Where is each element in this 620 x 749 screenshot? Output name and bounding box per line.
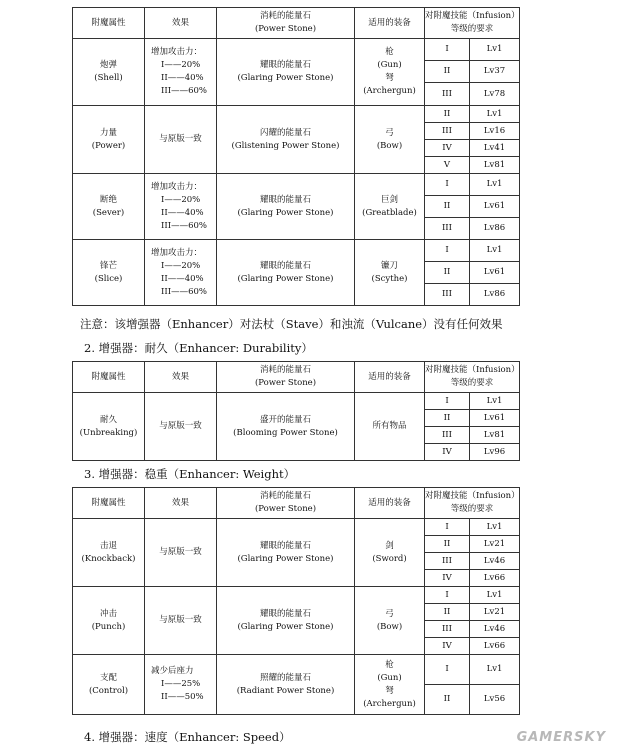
effect-line: I——20%	[161, 194, 201, 205]
level-numeral-line: II	[443, 694, 451, 704]
power-stone-cell	[217, 655, 355, 715]
level-requirement-line: Lv21	[483, 538, 506, 549]
level-requirement-cell	[470, 284, 520, 306]
level-numeral-line: I	[445, 44, 449, 54]
table-row	[73, 655, 520, 685]
level-requirement-cell	[470, 553, 520, 570]
effect-line: II——40%	[161, 273, 204, 284]
level-numeral-line: III	[441, 88, 453, 99]
header-requirement-line: 对附魔技能（Infusion）	[425, 11, 520, 21]
effect-line: 增加攻击力：	[151, 247, 203, 258]
effect-line: 减少后座力	[151, 666, 194, 676]
level-numeral-cell	[425, 604, 470, 621]
attribute-line: (Punch)	[91, 621, 126, 632]
attribute-line: 力量	[99, 127, 117, 138]
header-row	[73, 488, 520, 519]
effect-line: II——40%	[161, 207, 204, 218]
power-stone-line: (Glaring Power Stone)	[237, 553, 334, 564]
header-stone-line: (Power Stone)	[254, 24, 317, 34]
attribute-line: (Control)	[88, 685, 129, 696]
level-numeral-cell	[425, 519, 470, 536]
level-requirement-cell	[470, 444, 520, 461]
level-requirement-line: Lv61	[483, 201, 506, 211]
header-effect	[145, 8, 217, 39]
table-row	[73, 174, 520, 196]
effect-line: II——40%	[161, 73, 204, 83]
level-requirement-cell	[470, 123, 520, 140]
effect-cell	[145, 106, 217, 174]
level-numeral-cell	[425, 83, 470, 106]
effect-line: 与原版一致	[159, 547, 202, 557]
section-title-speed: 4. 增强器：速度（Enhancer: Speed）	[84, 730, 291, 744]
enhancer-durability-table	[72, 361, 520, 461]
level-requirement-cell	[470, 218, 520, 240]
note-text: 注意：该增强器（Enhancer）对法杖（Stave）和浊流（Vulcane）没有任何效果	[80, 317, 503, 331]
equipment-line: (Bow)	[376, 621, 403, 632]
header-stone	[217, 362, 355, 393]
level-requirement-line: Lv78	[483, 88, 506, 99]
level-requirement-cell	[470, 39, 520, 61]
effect-line: 与原版一致	[159, 615, 202, 625]
header-row	[73, 362, 520, 393]
level-requirement-cell	[470, 196, 520, 218]
level-numeral-cell	[425, 39, 470, 61]
equipment-cell	[355, 655, 425, 715]
level-requirement-cell	[470, 655, 520, 685]
level-requirement-cell	[470, 587, 520, 604]
header-attr-line: 附魔属性	[91, 497, 126, 508]
attribute-line: 支配	[99, 672, 117, 683]
header-stone-line: (Power Stone)	[254, 378, 317, 388]
header-stone-line: 消耗的能量石	[259, 11, 311, 21]
level-requirement-cell	[470, 621, 520, 638]
header-requirement-line: 等级的要求	[450, 504, 494, 514]
level-numeral-cell	[425, 536, 470, 553]
effect-cell	[145, 174, 217, 240]
equipment-line: 弩	[385, 73, 394, 83]
power-stone-line: 耀眼的能量石	[259, 540, 311, 551]
level-numeral-cell	[425, 240, 470, 262]
attribute-line: (Knockback)	[81, 553, 136, 564]
header-stone-line: 消耗的能量石	[259, 491, 311, 501]
header-requirement	[425, 362, 520, 393]
level-requirement-line: Lv16	[483, 125, 506, 136]
level-requirement-line: Lv1	[486, 245, 503, 255]
attribute-cell	[73, 106, 145, 174]
effect-line: 增加攻击力：	[151, 181, 203, 192]
header-stone	[217, 488, 355, 519]
attribute-line: 耐久	[99, 414, 117, 425]
table-row	[73, 393, 520, 410]
level-requirement-cell	[470, 536, 520, 553]
level-numeral-cell	[425, 410, 470, 427]
level-requirement-line: Lv81	[483, 429, 506, 440]
level-requirement-line: Lv1	[486, 44, 503, 54]
power-stone-cell	[217, 174, 355, 240]
equipment-line: (Sword)	[372, 553, 407, 564]
level-numeral-line: I	[445, 589, 449, 600]
level-numeral-line: I	[445, 664, 449, 674]
power-stone-cell	[217, 587, 355, 655]
level-requirement-line: Lv56	[483, 694, 506, 704]
effect-cell	[145, 655, 217, 715]
level-requirement-cell	[470, 174, 520, 196]
effect-line: III——60%	[161, 86, 207, 96]
equipment-cell	[355, 174, 425, 240]
power-stone-line: (Glaring Power Stone)	[237, 207, 334, 218]
equipment-line: (Archergun)	[363, 698, 416, 709]
level-numeral-line: III	[441, 223, 453, 233]
level-numeral-cell	[425, 685, 470, 715]
level-requirement-line: Lv1	[486, 589, 503, 600]
level-requirement-line: Lv66	[483, 640, 506, 651]
equipment-line: (Scythe)	[371, 273, 408, 284]
power-stone-line: 耀眼的能量石	[259, 608, 311, 619]
equipment-line: 巨剑	[380, 194, 398, 205]
power-stone-line: (Glistening Power Stone)	[231, 140, 340, 151]
header-equip	[355, 8, 425, 39]
level-numeral-line: III	[441, 623, 453, 634]
level-numeral-cell	[425, 553, 470, 570]
effect-line: 与原版一致	[159, 421, 202, 431]
level-requirement-line: Lv41	[483, 142, 506, 153]
attribute-line: 冲击	[99, 608, 117, 619]
equipment-line: (Greatblade)	[362, 207, 417, 218]
level-requirement-cell	[470, 685, 520, 715]
attribute-line: (Shell)	[94, 73, 123, 83]
effect-line: I——20%	[161, 260, 201, 271]
level-numeral-line: II	[443, 606, 451, 617]
effect-cell	[145, 587, 217, 655]
level-numeral-line: II	[443, 66, 451, 76]
level-requirement-line: Lv61	[483, 412, 506, 423]
header-equip	[355, 488, 425, 519]
header-requirement	[425, 8, 520, 39]
level-requirement-cell	[470, 106, 520, 123]
level-requirement-line: Lv61	[483, 267, 506, 277]
level-numeral-cell	[425, 638, 470, 655]
level-numeral-line: V	[443, 159, 451, 170]
power-stone-line: 耀眼的能量石	[259, 260, 311, 271]
attribute-line: (Power)	[91, 140, 126, 151]
effect-cell	[145, 39, 217, 106]
level-numeral-cell	[425, 444, 470, 461]
header-effect-line: 效果	[171, 17, 189, 28]
equipment-cell	[355, 106, 425, 174]
attribute-line: 锋芒	[99, 260, 117, 271]
level-requirement-line: Lv1	[486, 664, 503, 674]
level-requirement-line: Lv46	[483, 623, 506, 634]
level-numeral-line: II	[443, 108, 451, 119]
effect-cell	[145, 519, 217, 587]
table-row	[73, 39, 520, 61]
enhancer-weight-table	[72, 487, 520, 715]
table-row	[73, 106, 520, 123]
table-row	[73, 587, 520, 604]
header-effect	[145, 362, 217, 393]
header-attr-line: 附魔属性	[91, 371, 126, 382]
header-equip-line: 适用的装备	[368, 371, 411, 382]
effect-line: I——25%	[161, 679, 201, 689]
level-requirement-cell	[470, 427, 520, 444]
equipment-cell	[355, 393, 425, 461]
power-stone-line: 闪耀的能量石	[259, 127, 311, 138]
header-requirement	[425, 488, 520, 519]
attribute-line: 炮弹	[99, 60, 117, 70]
level-numeral-line: II	[443, 412, 451, 423]
table-row	[73, 519, 520, 536]
header-effect-line: 效果	[171, 371, 189, 382]
level-requirement-line: Lv66	[483, 572, 506, 583]
attribute-cell	[73, 519, 145, 587]
equipment-cell	[355, 519, 425, 587]
attribute-line: (Sever)	[92, 207, 125, 218]
equipment-line: 枪	[385, 47, 394, 57]
section-title-weight: 3. 增强器：稳重（Enhancer: Weight）	[84, 467, 296, 481]
level-requirement-cell	[470, 240, 520, 262]
power-stone-line: (Glaring Power Stone)	[237, 273, 334, 284]
level-numeral-line: I	[445, 395, 449, 406]
level-numeral-line: I	[445, 245, 449, 255]
level-numeral-line: III	[441, 429, 453, 440]
level-requirement-cell	[470, 83, 520, 106]
power-stone-cell	[217, 519, 355, 587]
effect-line: III——60%	[161, 220, 207, 231]
equipment-line: 镰刀	[380, 260, 398, 271]
equipment-line: 剑	[385, 540, 394, 551]
level-requirement-line: Lv86	[483, 289, 506, 299]
power-stone-line: (Blooming Power Stone)	[233, 427, 338, 438]
level-numeral-cell	[425, 218, 470, 240]
attribute-line: (Unbreaking)	[79, 427, 138, 438]
equipment-cell	[355, 39, 425, 106]
level-numeral-cell	[425, 621, 470, 638]
section-title-durability: 2. 增强器：耐久（Enhancer: Durability）	[84, 341, 313, 355]
effect-line: I——20%	[161, 60, 201, 70]
equipment-cell	[355, 240, 425, 306]
level-numeral-line: II	[443, 201, 451, 211]
header-row	[73, 8, 520, 39]
level-requirement-cell	[470, 570, 520, 587]
equipment-line: 枪	[385, 659, 394, 670]
header-requirement-line: 等级的要求	[450, 378, 494, 388]
attribute-cell	[73, 393, 145, 461]
attribute-cell	[73, 174, 145, 240]
level-requirement-line: Lv86	[483, 223, 506, 233]
level-requirement-cell	[470, 262, 520, 284]
level-numeral-line: IV	[442, 142, 452, 153]
enhancer-power-table	[72, 7, 520, 306]
effect-line: 增加攻击力：	[151, 47, 203, 57]
equipment-line: 所有物品	[372, 421, 407, 431]
level-numeral-cell	[425, 123, 470, 140]
power-stone-line: (Glaring Power Stone)	[237, 73, 334, 83]
level-requirement-line: Lv46	[483, 555, 506, 566]
power-stone-line: (Radiant Power Stone)	[236, 685, 335, 696]
attribute-cell	[73, 587, 145, 655]
header-requirement-line: 对附魔技能（Infusion）	[425, 491, 520, 501]
effect-cell	[145, 393, 217, 461]
header-requirement-line: 等级的要求	[450, 24, 494, 34]
level-requirement-line: Lv21	[483, 606, 506, 617]
level-requirement-cell	[470, 61, 520, 83]
attribute-cell	[73, 39, 145, 106]
level-numeral-cell	[425, 61, 470, 83]
level-numeral-cell	[425, 262, 470, 284]
level-numeral-cell	[425, 570, 470, 587]
level-requirement-line: Lv37	[483, 66, 506, 76]
level-numeral-cell	[425, 393, 470, 410]
effect-line: II——50%	[161, 692, 204, 702]
header-stone-line: 消耗的能量石	[259, 365, 311, 375]
level-numeral-cell	[425, 587, 470, 604]
level-requirement-line: Lv1	[486, 521, 503, 532]
attribute-line: (Slice)	[94, 273, 123, 284]
level-requirement-cell	[470, 140, 520, 157]
header-attr-line: 附魔属性	[91, 17, 126, 28]
level-requirement-line: Lv81	[483, 159, 506, 170]
header-attr	[73, 362, 145, 393]
level-requirement-cell	[470, 638, 520, 655]
equipment-line: (Gun)	[377, 60, 402, 70]
level-requirement-cell	[470, 410, 520, 427]
power-stone-line: 耀眼的能量石	[259, 60, 311, 70]
equipment-line: (Archergun)	[363, 86, 416, 96]
equipment-cell	[355, 587, 425, 655]
level-requirement-line: Lv96	[483, 446, 506, 457]
header-effect-line: 效果	[171, 497, 189, 508]
level-numeral-cell	[425, 655, 470, 685]
equipment-line: 弩	[385, 685, 394, 696]
effect-cell	[145, 240, 217, 306]
level-requirement-cell	[470, 519, 520, 536]
power-stone-line: 照耀的能量石	[259, 672, 311, 683]
level-numeral-cell	[425, 427, 470, 444]
level-numeral-line: II	[443, 538, 451, 549]
header-equip-line: 适用的装备	[368, 497, 411, 508]
header-stone-line: (Power Stone)	[254, 504, 317, 514]
level-numeral-line: III	[441, 555, 453, 566]
power-stone-cell	[217, 39, 355, 106]
level-numeral-line: II	[443, 267, 451, 277]
level-numeral-line: III	[441, 289, 453, 299]
equipment-line: 弓	[385, 608, 394, 619]
level-requirement-cell	[470, 157, 520, 174]
level-requirement-cell	[470, 393, 520, 410]
watermark-logo: GAMERSKY	[516, 730, 606, 745]
header-attr	[73, 8, 145, 39]
header-effect	[145, 488, 217, 519]
level-numeral-line: III	[441, 125, 453, 136]
power-stone-line: 盛开的能量石	[259, 414, 311, 425]
header-requirement-line: 对附魔技能（Infusion）	[425, 365, 520, 375]
level-numeral-cell	[425, 157, 470, 174]
power-stone-line: 耀眼的能量石	[259, 194, 311, 205]
attribute-cell	[73, 240, 145, 306]
level-numeral-line: I	[445, 521, 449, 532]
level-numeral-cell	[425, 196, 470, 218]
level-numeral-line: IV	[442, 640, 452, 651]
attribute-line: 断绝	[99, 194, 117, 205]
table-row	[73, 240, 520, 262]
effect-line: III——60%	[161, 286, 207, 297]
power-stone-cell	[217, 240, 355, 306]
header-equip-line: 适用的装备	[368, 17, 411, 28]
header-equip	[355, 362, 425, 393]
level-requirement-line: Lv1	[486, 108, 503, 119]
attribute-line: 击退	[99, 540, 117, 551]
level-numeral-cell	[425, 174, 470, 196]
power-stone-cell	[217, 393, 355, 461]
level-numeral-cell	[425, 140, 470, 157]
level-requirement-line: Lv1	[486, 179, 503, 189]
level-requirement-cell	[470, 604, 520, 621]
header-stone	[217, 8, 355, 39]
level-numeral-cell	[425, 284, 470, 306]
power-stone-line: (Glaring Power Stone)	[237, 621, 334, 632]
level-numeral-line: IV	[442, 446, 452, 457]
level-numeral-line: IV	[442, 572, 452, 583]
effect-line: 与原版一致	[159, 134, 202, 144]
level-numeral-line: I	[445, 179, 449, 189]
header-attr	[73, 488, 145, 519]
equipment-line: (Gun)	[377, 672, 402, 683]
power-stone-cell	[217, 106, 355, 174]
level-requirement-line: Lv1	[486, 395, 503, 406]
level-numeral-cell	[425, 106, 470, 123]
equipment-line: (Bow)	[376, 140, 403, 151]
equipment-line: 弓	[385, 127, 394, 138]
attribute-cell	[73, 655, 145, 715]
